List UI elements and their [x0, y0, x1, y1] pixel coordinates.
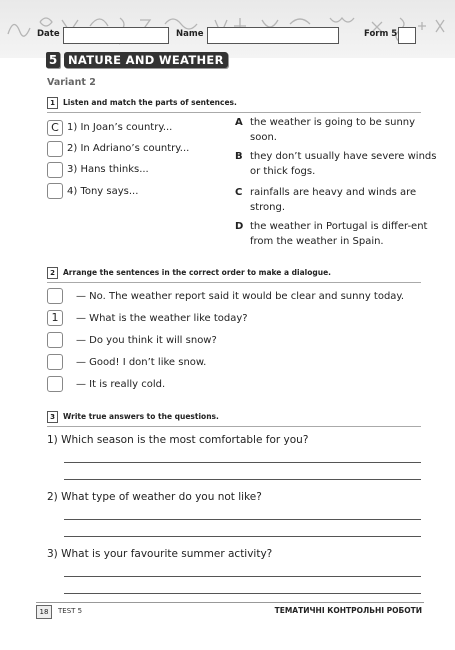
name-label: Name: [176, 29, 204, 39]
answer-line[interactable]: [64, 462, 421, 463]
option-text-c: rainfalls are heavy and winds are strong.: [250, 187, 417, 213]
answer-line[interactable]: [64, 519, 421, 520]
task1-number: 1: [47, 97, 58, 109]
task2-order-box-1[interactable]: [47, 288, 63, 304]
answer-line[interactable]: [64, 593, 421, 594]
task2-line-4: — Good! I don’t like snow.: [76, 357, 207, 368]
option-text-d: the weather in Portugal is differ-ent from the weather in Spain.: [250, 221, 428, 247]
task2-instruction: Arrange the sentences in the correct order to make a dialogue.: [63, 268, 332, 277]
task3-question-3: 3) What is your favourite summer activity?: [47, 548, 273, 560]
task1-answer-box-2[interactable]: [47, 141, 63, 157]
unit-title-text: NATURE AND WEATHER: [64, 52, 228, 68]
footer-book-title: ТЕМАТИЧНІ КОНТРОЛЬНІ РОБОТИ: [274, 606, 422, 615]
task3-question-1: 1) Which season is the most comfortable for you?: [47, 434, 309, 446]
task2-line-1: — No. The weather report said it would be clear and sunny today.: [76, 291, 405, 302]
option-letter-d: D: [235, 221, 244, 232]
option-letter-c: C: [235, 187, 243, 198]
task3-number: 3: [47, 411, 58, 423]
date-label: Date: [37, 29, 60, 39]
answer-line[interactable]: [64, 536, 421, 537]
form-label: Form 5: [364, 29, 398, 39]
option-text-b: they don’t usually have severe winds or thick fogs.: [250, 151, 437, 177]
task3-divider: [47, 426, 421, 427]
option-letter-a: A: [235, 117, 243, 128]
option-letter-b: B: [235, 151, 243, 162]
task2-order-box-5[interactable]: [47, 376, 63, 392]
task1-answer-box-3[interactable]: [47, 162, 63, 178]
task1-answer-box-4[interactable]: [47, 183, 63, 199]
task2-number: 2: [47, 267, 58, 279]
variant-label: Variant 2: [47, 77, 96, 88]
task1-item-3: 3) Hans thinks...: [67, 164, 149, 175]
answer-line[interactable]: [64, 479, 421, 480]
option-text-a: the weather is going to be sunny soon.: [250, 117, 416, 143]
task1-divider: [47, 112, 421, 113]
task2-line-2: — What is the weather like today?: [76, 313, 248, 324]
page-number: 18: [36, 605, 52, 619]
form-field[interactable]: [398, 27, 416, 44]
task2-order-box-2[interactable]: 1: [47, 310, 63, 326]
task1-answer-box-1[interactable]: C: [47, 120, 63, 136]
task2-line-5: — It is really cold.: [76, 379, 166, 390]
footer-divider: [36, 602, 424, 603]
task3-question-2: 2) What type of weather do you not like?: [47, 491, 262, 503]
task1-item-4: 4) Tony says...: [67, 186, 139, 197]
name-field[interactable]: [207, 27, 339, 44]
task2-order-box-4[interactable]: [47, 354, 63, 370]
task1-instruction: Listen and match the parts of sentences.: [63, 98, 237, 107]
date-field[interactable]: [63, 27, 169, 44]
task1-item-2: 2) In Adriano’s country...: [67, 143, 190, 154]
task2-order-box-3[interactable]: [47, 332, 63, 348]
task2-divider: [47, 282, 421, 283]
task2-line-3: — Do you think it will snow?: [76, 335, 217, 346]
footer-test-label: TEST 5: [58, 607, 83, 615]
unit-number-badge: 5: [46, 52, 60, 68]
task1-item-1: 1) In Joan’s country...: [67, 122, 173, 133]
answer-line[interactable]: [64, 576, 421, 577]
task3-instruction: Write true answers to the questions.: [63, 412, 219, 421]
